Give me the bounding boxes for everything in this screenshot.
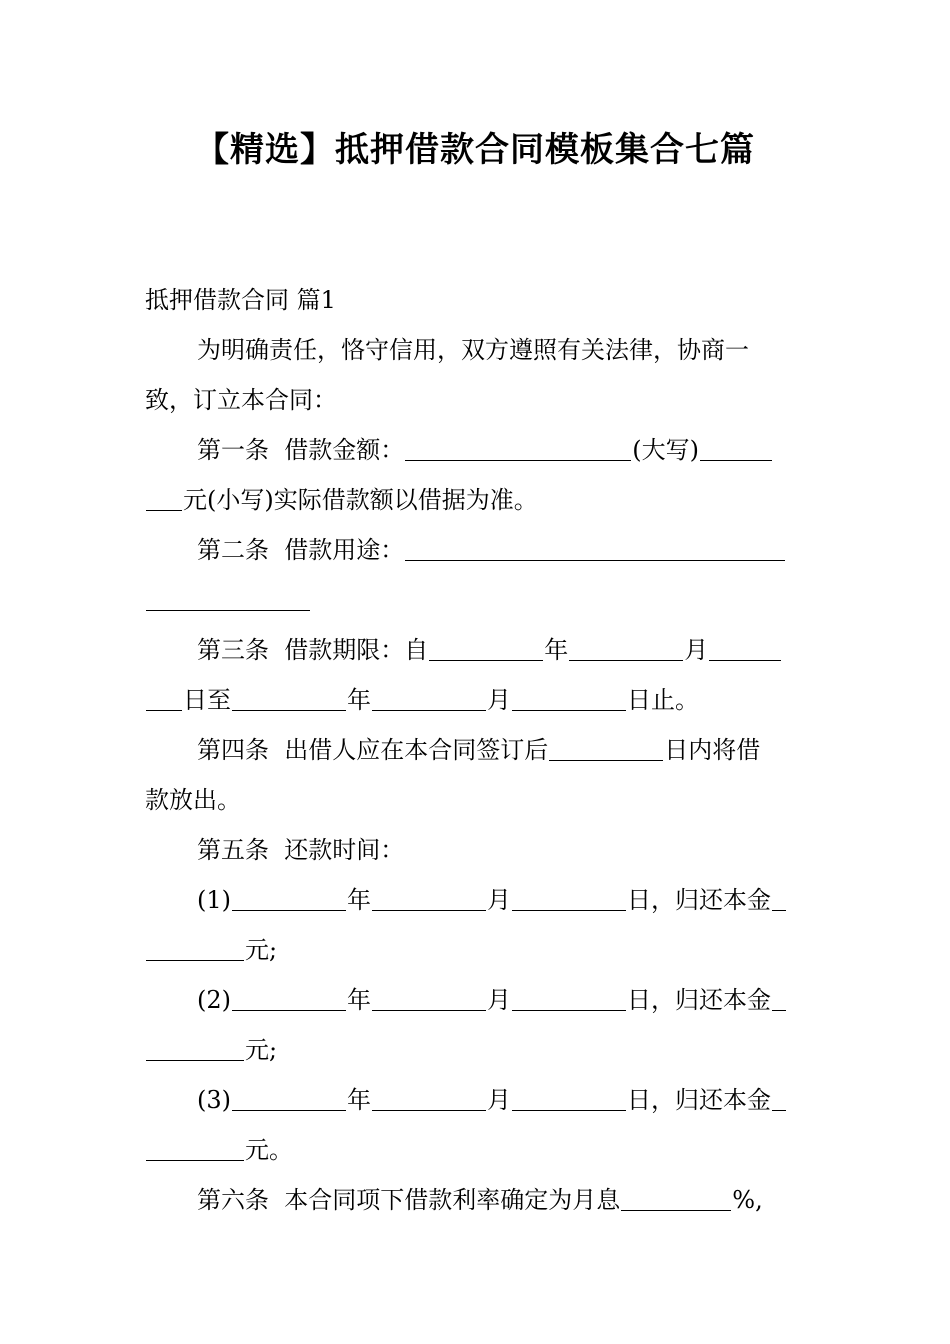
article-2-line-2	[145, 575, 807, 625]
start-day-blank[interactable]	[709, 660, 781, 661]
repayment-2-line-2	[145, 1025, 807, 1075]
month-label: 月	[487, 1086, 511, 1114]
year-label: 年	[544, 636, 569, 664]
repay-1-month-blank[interactable]	[372, 910, 486, 911]
article-1-line-2	[145, 475, 807, 525]
yuan-label: 元;	[245, 1036, 278, 1064]
repay-3-month-blank[interactable]	[372, 1110, 486, 1111]
release-days-blank[interactable]	[549, 760, 663, 761]
day-return-label: 日，归还本金	[627, 986, 771, 1014]
repay-3-year-blank[interactable]	[232, 1110, 346, 1111]
year-label: 年	[347, 1086, 371, 1114]
repay-1-amount-blank[interactable]	[772, 910, 786, 911]
article-3-line-1	[145, 625, 807, 675]
day-end-label: 日止。	[627, 686, 699, 714]
repay-3-day-blank[interactable]	[512, 1110, 626, 1111]
yuan-label: 元;	[245, 936, 278, 964]
item-2-label: (2)	[197, 986, 231, 1014]
interest-rate-blank[interactable]	[621, 1210, 731, 1211]
capital-amount-blank[interactable]	[700, 460, 772, 461]
year-label: 年	[347, 986, 371, 1014]
repay-1-day-blank[interactable]	[512, 910, 626, 911]
repay-1-year-blank[interactable]	[232, 910, 346, 911]
capital-amount-blank-cont[interactable]	[146, 510, 182, 511]
article-5-line-1: 第五条 还款时间：	[197, 836, 405, 864]
section-heading: 抵押借款合同 篇1	[145, 286, 336, 314]
start-month-blank[interactable]	[569, 660, 683, 661]
yuan-label: 元。	[245, 1136, 293, 1164]
article-1-text: 元(小写)实际借款额以借据为准。	[183, 486, 538, 514]
article-1-line-1	[145, 425, 807, 475]
repayment-1-line-1	[145, 875, 807, 925]
month-label: 月	[684, 636, 709, 664]
end-month-blank[interactable]	[372, 710, 486, 711]
document-title: 【精选】抵押借款合同模板集合七篇	[195, 130, 755, 170]
repay-2-amount-blank[interactable]	[772, 1010, 786, 1011]
repay-2-year-blank[interactable]	[232, 1010, 346, 1011]
month-label: 月	[487, 986, 511, 1014]
article-4-label: 第四条 出借人应在本合同签订后	[197, 736, 549, 764]
purpose-blank-cont[interactable]	[146, 610, 310, 611]
article-4-text: 日内将借	[664, 736, 761, 764]
day-to-label: 日至	[183, 686, 231, 714]
repayment-1-line-2	[145, 925, 807, 975]
document-body	[145, 275, 807, 1225]
repayment-2-line-1	[145, 975, 807, 1025]
repay-1-amount-blank-cont[interactable]	[146, 960, 244, 961]
preamble-line-2: 致，订立本合同：	[145, 386, 337, 414]
article-4-line-1	[145, 725, 807, 775]
repay-3-amount-blank-cont[interactable]	[146, 1160, 244, 1161]
month-label: 月	[487, 686, 511, 714]
month-label: 月	[487, 886, 511, 914]
preamble-line-1: 为明确责任，恪守信用，双方遵照有关法律，协商一	[197, 336, 749, 364]
repay-2-amount-blank-cont[interactable]	[146, 1060, 244, 1061]
article-2-label: 第二条 借款用途：	[197, 536, 405, 564]
amount-blank[interactable]	[405, 460, 631, 461]
end-day-blank[interactable]	[512, 710, 626, 711]
repayment-3-line-2	[145, 1125, 807, 1175]
year-label: 年	[347, 886, 371, 914]
item-1-label: (1)	[197, 886, 231, 914]
article-2-line-1	[145, 525, 807, 575]
start-year-blank[interactable]	[429, 660, 543, 661]
purpose-blank[interactable]	[405, 560, 785, 561]
repay-3-amount-blank[interactable]	[772, 1110, 786, 1111]
article-6-label: 第六条 本合同项下借款利率确定为月息	[197, 1186, 621, 1214]
year-label: 年	[347, 686, 371, 714]
article-6-line-1	[145, 1175, 807, 1225]
item-3-label: (3)	[197, 1086, 231, 1114]
article-1-label: 第一条 借款金额：	[197, 436, 405, 464]
repay-2-day-blank[interactable]	[512, 1010, 626, 1011]
article-4-line-2: 款放出。	[145, 786, 241, 814]
end-year-blank[interactable]	[232, 710, 346, 711]
day-return-label: 日，归还本金	[627, 1086, 771, 1114]
repay-2-month-blank[interactable]	[372, 1010, 486, 1011]
capital-label: (大写)	[632, 436, 699, 464]
start-day-blank-cont[interactable]	[146, 710, 182, 711]
repayment-3-line-1	[145, 1075, 807, 1125]
percent-label: %,	[732, 1186, 763, 1214]
day-return-label: 日，归还本金	[627, 886, 771, 914]
article-3-line-2	[145, 675, 807, 725]
article-3-label: 第三条 借款期限：自	[197, 636, 429, 664]
